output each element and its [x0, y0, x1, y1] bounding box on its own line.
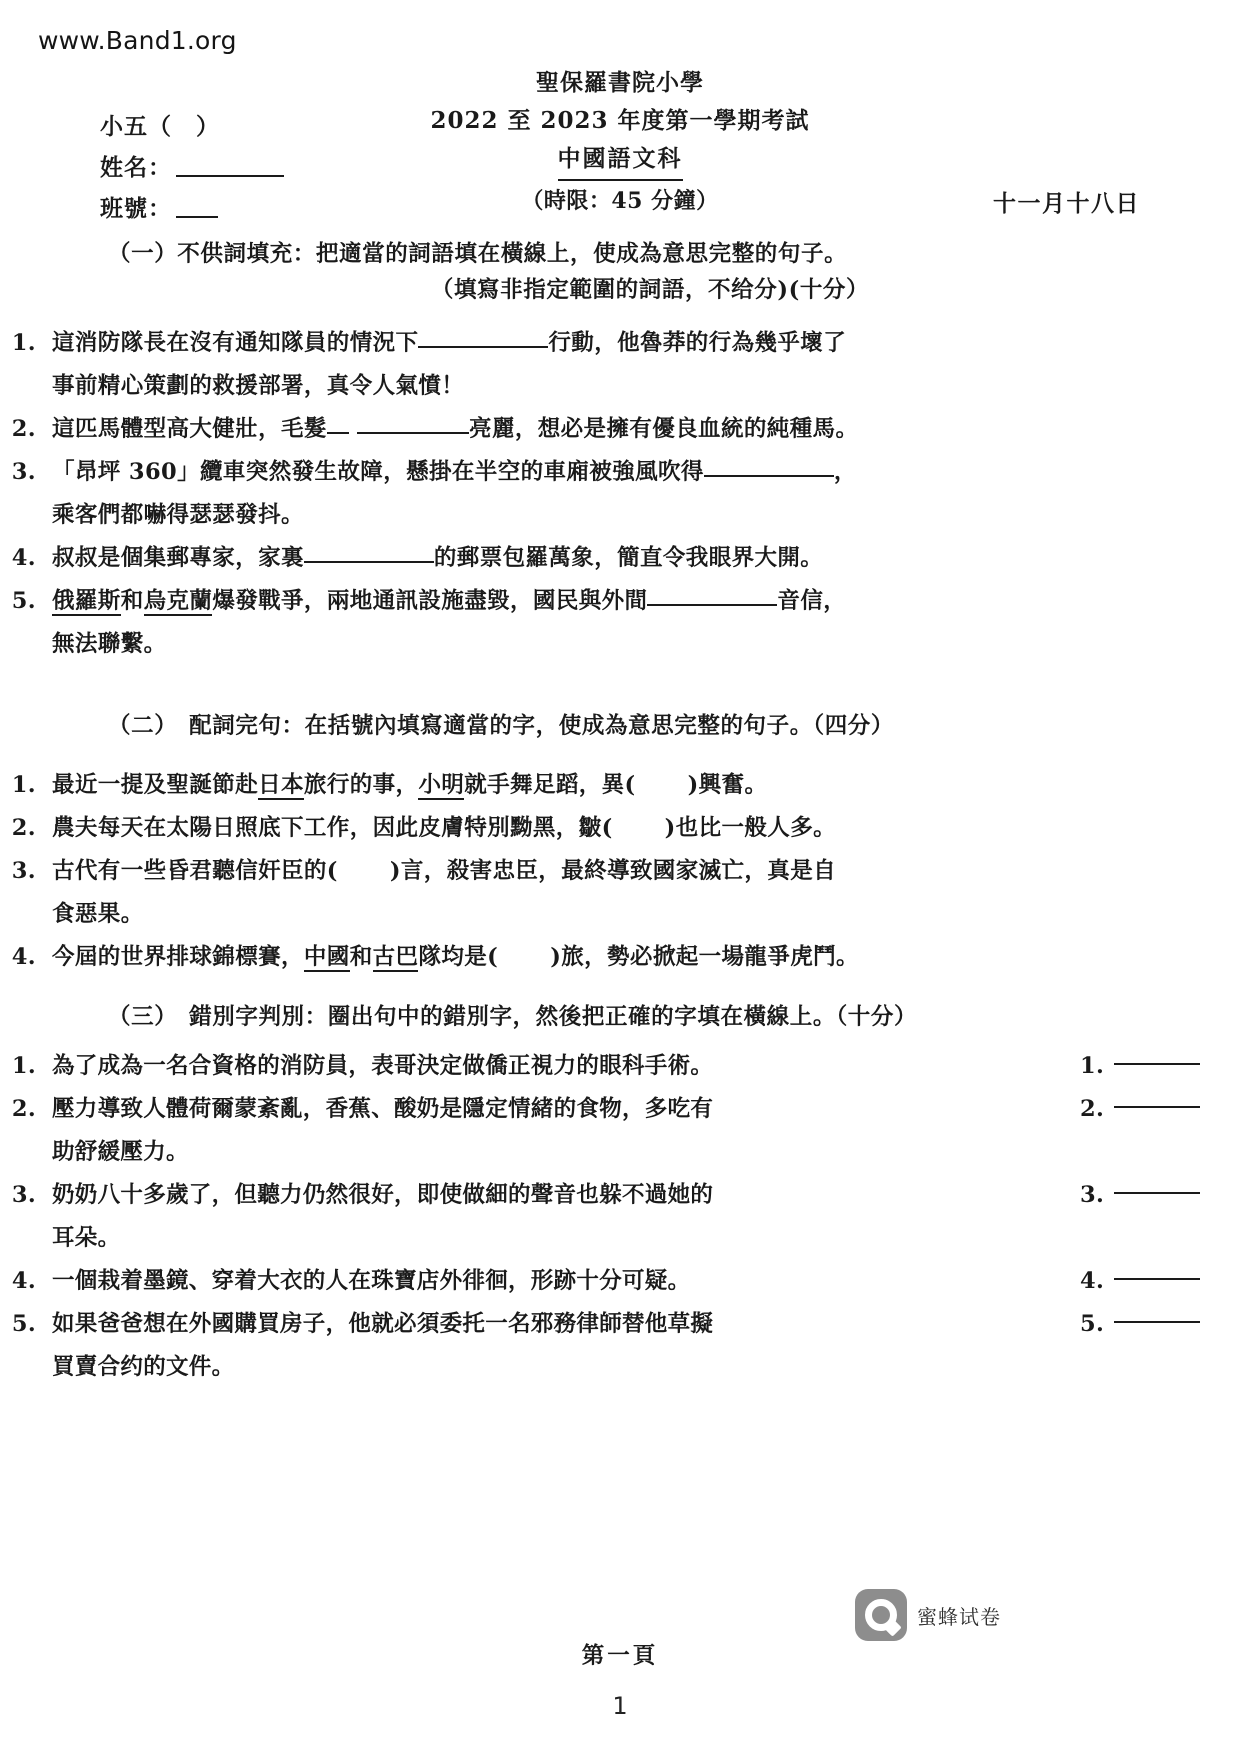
question-text [52, 1260, 1080, 1303]
subject-row [310, 140, 930, 181]
sentence-text: 今屆的世界排球錦標賽， [52, 944, 304, 970]
school-name: 聖保羅書院小學 [536, 69, 704, 96]
question-item [0, 850, 1240, 936]
answer-blank-line[interactable] [357, 414, 469, 434]
question-number: 3. [11, 1182, 36, 1208]
site-url: www.Band1.org [38, 26, 237, 55]
answer-number: 3. [1080, 1182, 1105, 1208]
question-item [0, 580, 1240, 666]
question-text [52, 807, 1240, 850]
answer-number: 5. [1080, 1311, 1105, 1337]
sentence-text: 古代有一些昏君聽信奸臣的( [52, 858, 338, 884]
answer-blank-line[interactable] [327, 414, 349, 434]
section-one-questions [0, 322, 1240, 666]
question-item [0, 764, 1240, 807]
question-number: 2. [11, 416, 36, 442]
answer-slot [1080, 1088, 1240, 1131]
question-text [52, 850, 1240, 936]
underlined-term: 日本 [258, 772, 304, 798]
exam-title-block [310, 64, 930, 221]
question-number: 1. [11, 1053, 36, 1079]
page-label: 第一頁 [581, 1643, 659, 1669]
question-item [0, 936, 1240, 979]
question-text-continued: 無法聯繫。 [52, 631, 167, 657]
underlined-term: 中國 [303, 944, 350, 970]
sentence-text: 的郵票包羅萬象，簡直令我眼界大開。 [433, 545, 824, 571]
name-label: 姓名： [100, 154, 172, 181]
section-two-questions [0, 764, 1240, 979]
question-text [52, 1174, 1080, 1260]
exam-date: 十一月十八日 [993, 190, 1140, 217]
answer-slot [1080, 1174, 1240, 1217]
sentence-text: 壓力導致人體荷爾蒙紊亂，香蕉、酸奶是隱定情緒的食物，多吃有 [52, 1096, 714, 1122]
question-text [52, 408, 1240, 451]
sentence-text: 和 [349, 944, 373, 970]
answer-blank-line[interactable] [1114, 1174, 1200, 1194]
question-text [52, 1303, 1080, 1389]
sentence-text: 為了成為一名合資格的消防員，表哥決定做僑正視力的眼科手術。 [52, 1053, 714, 1079]
exam-content [0, 236, 1240, 1389]
sentence-text: 這消防隊長在沒有通知隊員的情況下 [52, 330, 419, 356]
question-item [0, 1260, 1240, 1303]
question-text [52, 451, 1240, 537]
answer-blank-line[interactable] [418, 328, 548, 348]
class-row [100, 100, 284, 141]
question-item [0, 807, 1240, 850]
sentence-text: 就手舞足蹈，異( [464, 772, 636, 798]
answer-slot [1080, 1303, 1240, 1346]
underlined-term: 烏克蘭 [143, 588, 213, 614]
sentence-text: )也比一般人多。 [664, 815, 837, 841]
question-number: 4. [11, 545, 36, 571]
answer-blank-line[interactable] [1114, 1088, 1200, 1108]
question-item [0, 1174, 1240, 1260]
question-item [0, 322, 1240, 408]
question-text [52, 580, 1240, 666]
section-three [0, 999, 1240, 1389]
class-number-input-line[interactable] [176, 216, 218, 218]
sentence-text: 亮麗，想必是擁有優良血統的純種馬。 [469, 416, 859, 442]
question-item [0, 1303, 1240, 1389]
answer-number: 4. [1080, 1268, 1105, 1294]
question-text [52, 1088, 1080, 1174]
subject-name: 中國語文科 [558, 140, 683, 181]
time-limit: （時限：45 分鐘） [521, 188, 719, 214]
question-number: 3. [11, 459, 36, 485]
watermark [855, 1589, 1001, 1641]
sentence-text: 旅行的事， [303, 772, 419, 798]
question-text-continued: 耳朵。 [52, 1225, 121, 1251]
sentence-text: 和 [120, 588, 144, 614]
sentence-text: 爆發戰爭，兩地通訊設施盡毀，國民與外間 [212, 588, 648, 614]
answer-number: 2. [1080, 1096, 1105, 1122]
answer-blank-line[interactable] [647, 586, 777, 606]
question-number: 4. [11, 944, 36, 970]
question-item [0, 1045, 1240, 1088]
question-item [0, 451, 1240, 537]
question-item [0, 1088, 1240, 1174]
question-text-continued: 食惡果。 [52, 901, 144, 927]
question-text-continued: 助舒緩壓力。 [52, 1139, 189, 1165]
answer-slot [1080, 1260, 1240, 1303]
question-number: 2. [11, 815, 36, 841]
question-number: 2. [11, 1096, 36, 1122]
sentence-text: 這匹馬體型高大健壯，毛髮 [52, 416, 327, 442]
question-number: 3. [11, 858, 36, 884]
bee-q-logo-icon [855, 1589, 907, 1641]
exam-header [0, 64, 1240, 224]
sentence-text: 如果爸爸想在外國購買房子，他就必須委托一名邪務律師替他草擬 [52, 1311, 714, 1337]
sentence-text: )旅，勢必掀起一場龍爭虎鬥。 [550, 944, 859, 970]
sentence-text: 行動，他魯莽的行為幾乎壞了 [548, 330, 847, 356]
section-three-questions [0, 1045, 1240, 1389]
name-row [100, 141, 284, 182]
question-number: 1. [11, 330, 36, 356]
question-number: 5. [11, 1311, 36, 1337]
name-input-line[interactable] [176, 175, 284, 177]
section-two [0, 708, 1240, 979]
sentence-text: 音信， [777, 588, 847, 614]
answer-blank-line[interactable] [1114, 1303, 1200, 1323]
question-item [0, 408, 1240, 451]
sentence-text: 隊均是( [418, 944, 499, 970]
answer-blank-line[interactable] [1114, 1045, 1200, 1065]
question-text [52, 1045, 1080, 1088]
answer-slot [1080, 1045, 1240, 1088]
class-number-row [100, 182, 284, 223]
sentence-text: 叔叔是個集郵專家，家裏 [52, 545, 304, 571]
sentence-text [349, 416, 357, 442]
sentence-text: 一個栽着墨鏡、穿着大衣的人在珠寶店外徘徊，形跡十分可疑。 [52, 1268, 691, 1294]
sentence-text: ， [833, 459, 857, 485]
question-number: 4. [11, 1268, 36, 1294]
underlined-term: 小明 [418, 772, 465, 798]
page-number: 1 [612, 1692, 628, 1720]
exam-term-line: 2022 至 2023 年度第一學期考試 [430, 107, 810, 134]
sentence-text: )言，殺害忠臣，最終導致國家滅亡，真是自 [389, 858, 837, 884]
answer-blank-line[interactable] [304, 543, 434, 563]
underlined-term: 俄羅斯 [52, 588, 121, 614]
watermark-label: 蜜蜂试卷 [917, 1604, 1001, 1629]
question-text [52, 936, 1240, 979]
sentence-text: 「昂坪 360」纜車突然發生故障，懸掛在半空的車廂被強風吹得 [52, 459, 704, 485]
section-two-title: （二） 配詞完句：在括號內填寫適當的字，使成為意思完整的句子。（四分） [108, 713, 895, 739]
sentence-text: )興奮。 [687, 772, 768, 798]
section-one-note: （填寫非指定範圍的詞語，不给分)(十分） [430, 277, 870, 303]
question-text [52, 537, 1240, 580]
section-one-title: （一）不供詞填充：把適當的詞語填在橫線上，使成為意思完整的句子。 [108, 241, 848, 267]
section-one [0, 236, 1240, 666]
class-label: 小五（ ） [100, 113, 220, 140]
section-three-title: （三） 錯別字判別：圈出句中的錯別字，然後把正確的字填在橫線上。（十分） [108, 1004, 918, 1030]
answer-blank-line[interactable] [704, 457, 834, 477]
question-number: 5. [11, 588, 36, 614]
class-number-label: 班號： [100, 195, 172, 222]
underlined-term: 古巴 [372, 944, 419, 970]
question-text [52, 322, 1240, 408]
student-info-block [100, 100, 284, 223]
question-item [0, 537, 1240, 580]
answer-blank-line[interactable] [1114, 1260, 1200, 1280]
question-text-continued: 買賣合约的文件。 [52, 1354, 235, 1380]
question-number: 1. [11, 772, 36, 798]
sentence-text: 奶奶八十多歲了，但聽力仍然很好，即使做細的聲音也躲不過她的 [52, 1182, 714, 1208]
question-text-continued: 乘客們都嚇得瑟瑟發抖。 [52, 502, 304, 528]
question-text-continued: 事前精心策劃的救援部署，真令人氣憤！ [52, 373, 465, 399]
answer-number: 1. [1080, 1053, 1105, 1079]
sentence-text: 最近一提及聖誕節赴 [52, 772, 259, 798]
question-text [52, 764, 1240, 807]
sentence-text: 農夫每天在太陽日照底下工作，因此皮膚特別黝黑，皺( [52, 815, 613, 841]
